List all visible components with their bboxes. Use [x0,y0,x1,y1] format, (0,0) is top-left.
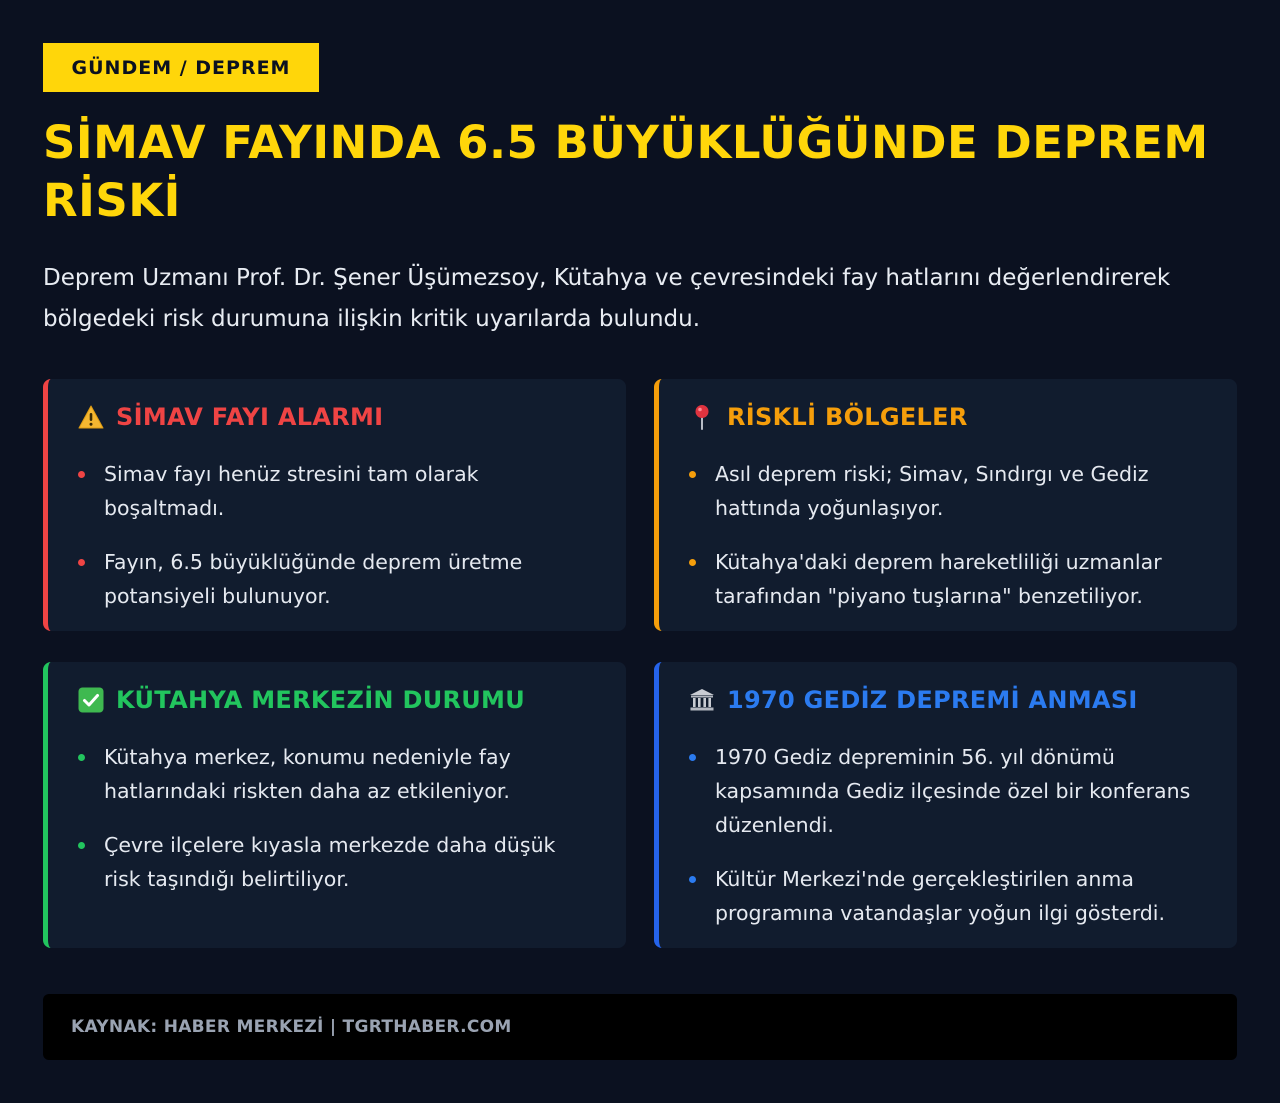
bullet-icon [689,559,696,566]
bullet-list [689,457,1209,613]
card-header [78,682,598,718]
list-item: Simav fayı henüz stresini tam olarak boşaltmadı. [78,457,598,525]
bullet-list [78,457,598,613]
check-icon [78,687,104,713]
bullet-list [689,740,1209,930]
classical-building-icon [689,687,715,713]
bullet-icon [78,754,85,761]
bullet-icon [78,842,85,849]
list-item: Kütahya'daki deprem hareketliliği uzmanlar tarafından "piyano tuşlarına" benzetiliyor. [689,545,1209,613]
card-header [78,399,598,435]
card-header [689,682,1209,718]
list-item: Çevre ilçelere kıyasla merkezde daha düşük risk taşındığı belirtiliyor. [78,828,598,896]
list-item: Asıl deprem riski; Simav, Sındırgı ve Gediz hattında yoğunlaşıyor. [689,457,1209,525]
bullet-icon [78,471,85,478]
card-risky-regions [654,379,1237,631]
bullet-icon [689,876,696,883]
headline: SİMAV FAYINDA 6.5 BÜYÜKLÜĞÜNDE DEPREM RİSKİ [43,116,1209,227]
card-title: KÜTAHYA MERKEZİN DURUMU [116,686,526,714]
list-item: Kültür Merkezi'nde gerçekleştirilen anma programına vatandaşlar yoğun ilgi gösterdi. [689,862,1209,930]
card-title: SİMAV FAYI ALARMI [116,403,384,431]
list-item: Fayın, 6.5 büyüklüğünde deprem üretme potansiyeli bulunuyor. [78,545,598,613]
bullet-list [78,740,598,896]
bullet-icon [78,559,85,566]
list-item: 1970 Gediz depreminin 56. yıl dönümü kapsamında Gediz ilçesinde özel bir konferans düzenlendi. [689,740,1209,842]
lead-paragraph: Deprem Uzmanı Prof. Dr. Şener Üşümezsoy, Kütahya ve çevresindeki fay hatlarını değerlendirerek bölgedeki risk durumuna ilişkin kritik uyarılarda bulundu. [43,265,1171,332]
bullet-icon [689,471,696,478]
card-1970-gediz-commemoration [654,662,1237,948]
card-simav-fault-alarm [43,379,626,631]
card-header [689,399,1209,435]
bullet-icon [689,754,696,761]
pin-icon [689,404,715,430]
card-title: RİSKLİ BÖLGELER [727,403,968,431]
card-kutahya-center-status [43,662,626,948]
warning-icon [78,404,104,430]
category-tag: GÜNDEM / DEPREM [43,43,319,92]
source-footer: KAYNAK: HABER MERKEZİ | TGRTHABER.COM [43,994,1237,1060]
card-title: 1970 GEDİZ DEPREMİ ANMASI [727,686,1138,714]
list-item: Kütahya merkez, konumu nedeniyle fay hatlarındaki riskten daha az etkileniyor. [78,740,598,808]
